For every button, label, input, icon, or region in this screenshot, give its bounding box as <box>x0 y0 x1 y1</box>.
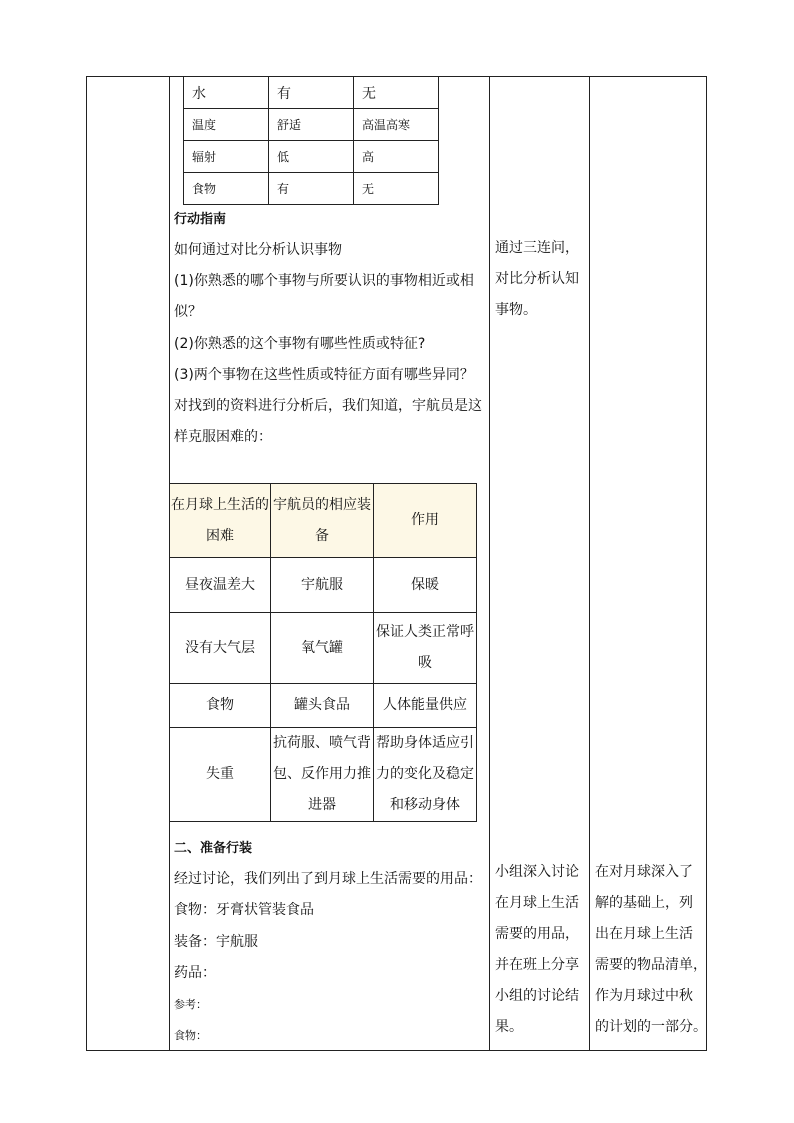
student-activity-note <box>495 857 579 1043</box>
note-line: 出在月球上生活 <box>595 926 693 942</box>
prepare-food: 食物：牙膏状管装食品 <box>174 902 314 918</box>
prepare-heading: 二、准备行装 <box>174 841 253 856</box>
table-cell: 食物 <box>184 173 269 205</box>
cell-text: 氧气罐 <box>301 639 343 656</box>
cell-text: 吸 <box>418 655 432 671</box>
table-cell <box>170 558 271 613</box>
table-cell <box>374 684 477 728</box>
table-cell <box>271 728 374 822</box>
cell-text: 食物 <box>206 697 234 713</box>
prepare-reference-food: 食物： <box>174 1029 207 1042</box>
note-line: 小组深入讨论 <box>495 864 579 880</box>
table-cell <box>374 728 477 822</box>
table-cell: 有 <box>269 77 354 109</box>
cell-text: 进器 <box>308 797 336 813</box>
note-line: 通过三连问， <box>495 240 579 256</box>
table-cell: 无 <box>354 173 439 205</box>
table-cell <box>170 613 271 684</box>
cell-text: 失重 <box>206 766 234 782</box>
table-cell: 无 <box>354 77 439 109</box>
table-cell: 高温高寒 <box>354 109 439 141</box>
table-cell: 温度 <box>184 109 269 141</box>
column-divider-3 <box>589 76 590 1051</box>
table-row <box>170 684 477 728</box>
header-text: 备 <box>315 527 329 544</box>
table-header-row <box>170 484 477 558</box>
equipment-table <box>169 483 477 822</box>
note-line: 事物。 <box>495 302 537 318</box>
note-line: 需要的物品清单， <box>595 957 707 973</box>
cell-text: 保证人类正常呼 <box>376 624 474 640</box>
note-line: 的计划的一部分。 <box>595 1019 707 1035</box>
note-line: 并在班上分享 <box>495 957 579 973</box>
header-text: 在月球上生活的 <box>171 496 269 513</box>
guide-question-1-cont: 似？ <box>174 304 202 320</box>
prepare-intro: 经过讨论，我们列出了到月球上生活需要的用品： <box>174 871 482 887</box>
guide-intro: 如何通过对比分析认识事物 <box>174 242 342 258</box>
header-text: 作用 <box>411 512 439 528</box>
note-line: 作为月球过中秋 <box>595 988 693 1004</box>
cell-text: 罐头食品 <box>294 697 350 713</box>
table-cell <box>374 558 477 613</box>
table-row <box>170 558 477 613</box>
table-cell <box>271 613 374 684</box>
table-cell <box>170 684 271 728</box>
header-text: 困难 <box>206 527 234 544</box>
cell-text: 昼夜温差大 <box>185 576 255 593</box>
cell-text: 没有大气层 <box>185 639 255 656</box>
header-cell-difficulty <box>170 484 271 558</box>
cell-text: 包、反作用力推 <box>273 766 371 782</box>
column-divider-2 <box>489 76 490 1051</box>
cell-text: 和移动身体 <box>390 797 460 813</box>
guide-conclusion: 对找到的资料进行分析后，我们知道，宇航员是这 <box>174 398 482 414</box>
guide-question-3: (3)两个事物在这些性质或特征方面有哪些异同？ <box>174 367 474 383</box>
table-row <box>184 109 439 141</box>
table-row <box>184 173 439 205</box>
cell-text: 力的变化及稳定 <box>376 766 474 782</box>
prepare-medicine: 药品： <box>174 965 216 981</box>
table-row <box>184 141 439 173</box>
table-cell <box>271 684 374 728</box>
note-line: 对比分析认知 <box>495 271 579 287</box>
table-cell: 高 <box>354 141 439 173</box>
cell-text: 人体能量供应 <box>383 697 467 713</box>
cell-text: 保暖 <box>411 576 439 593</box>
guide-conclusion-cont: 样克服困难的： <box>174 429 272 445</box>
cell-text: 抗荷服、喷气背 <box>273 735 371 751</box>
note-line: 在月球上生活 <box>495 895 579 911</box>
table-cell: 水 <box>184 77 269 109</box>
table-cell: 低 <box>269 141 354 173</box>
table-row <box>184 77 439 109</box>
cell-text: 宇航服 <box>301 576 343 593</box>
design-purpose-note <box>595 857 707 1043</box>
table-cell <box>374 613 477 684</box>
table-cell: 有 <box>269 173 354 205</box>
table-row <box>170 728 477 822</box>
note-line: 解的基础上，列 <box>595 895 693 911</box>
guide-heading: 行动指南 <box>174 212 227 227</box>
note-line: 小组的讨论结 <box>495 988 579 1004</box>
design-intent-note <box>495 233 579 326</box>
table-row <box>170 613 477 684</box>
header-cell-effect <box>374 484 477 558</box>
guide-question-1: (1)你熟悉的哪个事物与所要认识的事物相近或相 <box>174 273 474 289</box>
table-cell <box>271 558 374 613</box>
note-line: 需要的用品， <box>495 926 579 942</box>
note-line: 果。 <box>495 1019 523 1035</box>
prepare-gear: 装备：宇航服 <box>174 934 258 950</box>
comparison-table <box>183 76 439 205</box>
table-cell: 舒适 <box>269 109 354 141</box>
guide-question-2: (2)你熟悉的这个事物有哪些性质或特征? <box>174 336 426 352</box>
prepare-reference: 参考： <box>174 998 207 1011</box>
header-text: 宇航员的相应装 <box>273 496 371 513</box>
header-cell-equipment <box>271 484 374 558</box>
table-cell <box>170 728 271 822</box>
note-line: 在对月球深入了 <box>595 864 693 880</box>
table-cell: 辐射 <box>184 141 269 173</box>
cell-text: 帮助身体适应引 <box>376 735 474 751</box>
